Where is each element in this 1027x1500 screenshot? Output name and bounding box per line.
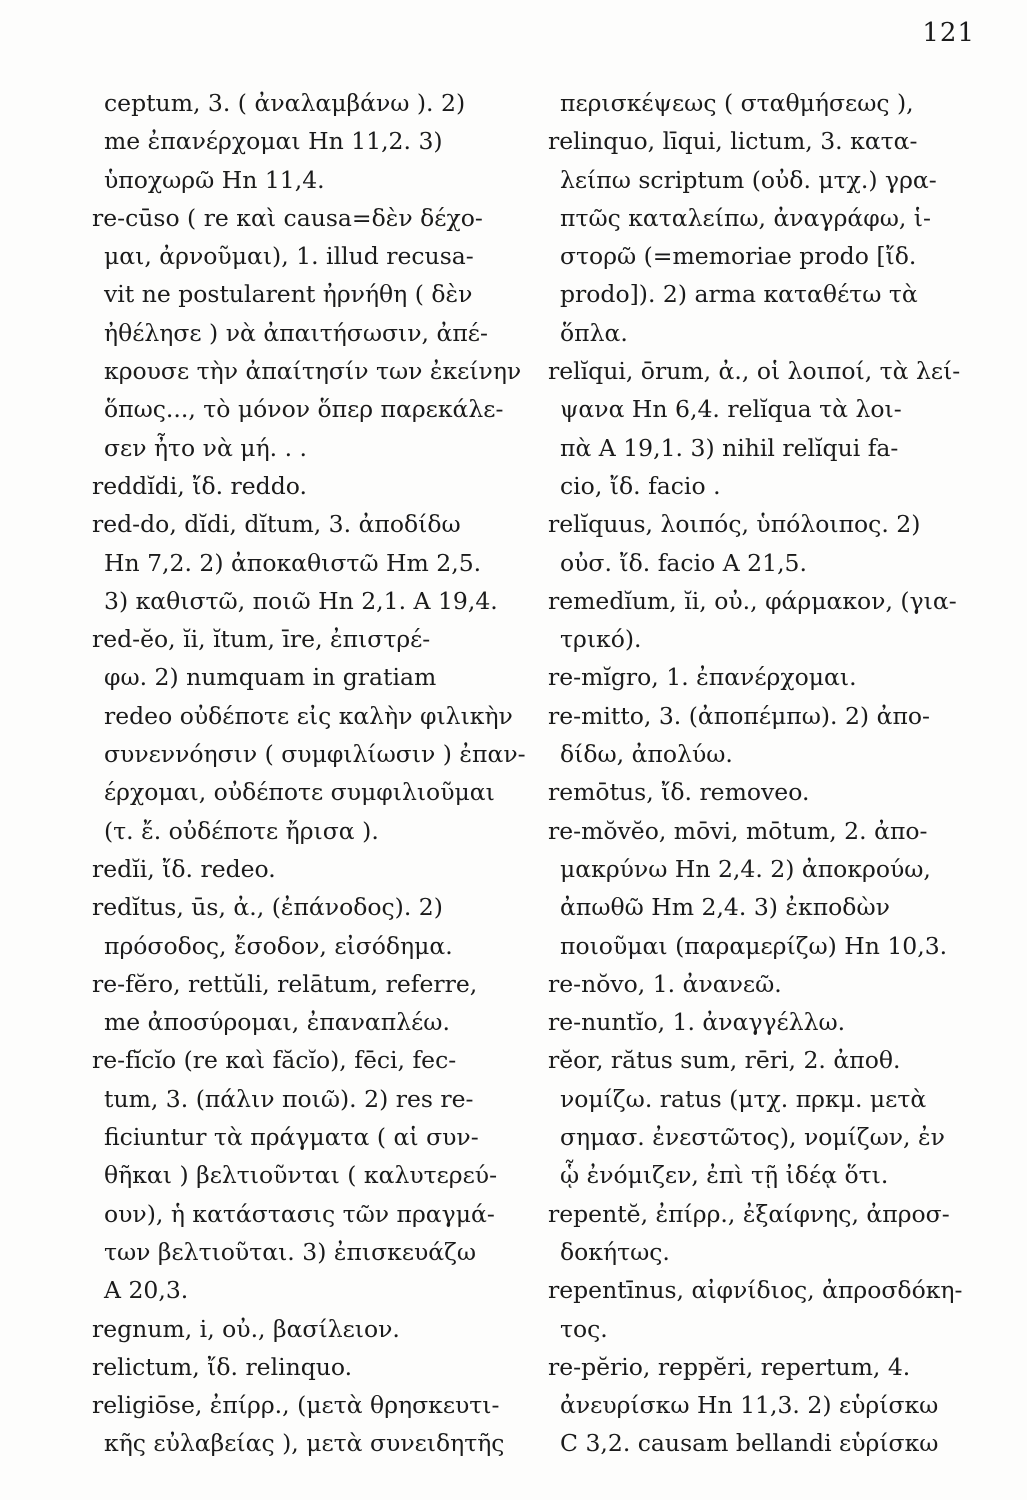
- entry-headword-line: rĕor, rătus sum, rēri, 2. ἀποθ.: [548, 1046, 901, 1075]
- entry-continuation-line: οὐσ. ἴδ. facio A 21,5.: [560, 548, 807, 577]
- entry-continuation-line: πρόσοδος, ἔσοδον, εἰσόδημα.: [104, 931, 453, 960]
- entry-continuation-line: δοκήτως.: [560, 1237, 670, 1266]
- entry-continuation-line: κρουσε τὴν ἀπαίτησίν των ἐκείνην: [104, 357, 522, 386]
- entry-continuation-line: κῆς εὐλαβείας ), μετὰ συνειδητῆς: [104, 1429, 505, 1458]
- entry-headword-line: re-nuntĭo, 1. ἀναγγέλλω.: [548, 1008, 846, 1037]
- entry-headword-line: religiōse, ἐπίρρ., (μετὰ θρησκευτι-: [92, 1391, 500, 1420]
- entry-headword-line: re-fĭcĭo (re καὶ făcĭo), fēci, fec-: [92, 1046, 457, 1075]
- entry-continuation-line: ὅπως..., τὸ μόνον ὅπερ παρεκάλε-: [104, 395, 504, 424]
- entry-headword-line: repentīnus, αἰφνίδιος, ἀπροσδόκη-: [548, 1276, 963, 1305]
- entry-continuation-line: ουν), ἡ κατάστασις τῶν πραγμά-: [104, 1199, 495, 1228]
- entry-headword-line: re-fĕro, rettŭli, relātum, referre,: [92, 969, 478, 998]
- entry-continuation-line: C 3,2. causam bellandi εὑρίσκω: [560, 1429, 939, 1458]
- entry-continuation-line: σημασ. ἐνεστῶτος), νομίζων, ἐν: [560, 1123, 945, 1152]
- entry-continuation-line: cio, ἴδ. facio .: [560, 471, 721, 500]
- entry-headword-line: reddĭdi, ἴδ. reddo.: [92, 471, 307, 500]
- entry-continuation-line: ἠθέλησε ) νὰ ἀπαιτήσωσιν, ἀπέ-: [104, 318, 488, 347]
- entry-continuation-line: A 20,3.: [104, 1276, 189, 1305]
- entry-continuation-line: νομίζω. ratus (μτχ. πρκμ. μετὰ: [560, 1084, 927, 1113]
- entry-continuation-line: θῆκαι ) βελτιοῦνται ( καλυτερεύ-: [104, 1161, 498, 1190]
- entry-continuation-line: 3) καθιστῶ, ποιῶ Hn 2,1. A 19,4.: [104, 586, 498, 615]
- entry-headword-line: red-ĕo, ĭi, ĭtum, īre, ἐπιστρέ-: [92, 625, 431, 654]
- entry-continuation-line: (τ. ἔ. οὐδέποτε ἤρισα ).: [104, 816, 379, 845]
- entry-headword-line: re-cūso ( re καὶ causa=δὲν δέχο-: [92, 203, 483, 232]
- entry-continuation-line: δίδω, ἀπολύω.: [560, 740, 733, 769]
- entry-continuation-line: τρικό).: [560, 625, 642, 654]
- entry-continuation-line: prodo]). 2) arma καταθέτω τὰ: [560, 280, 918, 309]
- entry-headword-line: relinquo, līqui, lictum, 3. κατα-: [548, 127, 918, 156]
- entry-headword-line: re-mitto, 3. (ἀποπέμπω). 2) ἀπο-: [548, 701, 930, 730]
- entry-continuation-line: μακρύνω Hn 2,4. 2) ἀποκρούω,: [560, 854, 931, 883]
- entry-headword-line: regnum, i, οὐ., βασίλειον.: [92, 1314, 400, 1343]
- entry-continuation-line: me ἐπανέρχομαι Hn 11,2. 3): [104, 127, 443, 156]
- entry-headword-line: relĭqui, ōrum, ἀ., οἱ λοιποί, τὰ λεί-: [548, 357, 961, 386]
- entry-continuation-line: συνεννόησιν ( συμφιλίωσιν ) ἐπαν-: [104, 740, 526, 769]
- entry-headword-line: repentĕ, ἐπίρρ., ἐξαίφνης, ἀπροσ-: [548, 1199, 950, 1228]
- entry-continuation-line: σεν ἦτο νὰ μή. . .: [104, 433, 307, 462]
- entry-continuation-line: ψανα Hn 6,4. relĭqua τὰ λοι-: [560, 395, 902, 424]
- entry-continuation-line: tum, 3. (πάλιν ποιῶ). 2) res re-: [104, 1084, 474, 1113]
- entry-continuation-line: Hn 7,2. 2) ἀποκαθιστῶ Hm 2,5.: [104, 548, 482, 577]
- entry-headword-line: relictum, ἴδ. relinquo.: [92, 1352, 353, 1381]
- page-number: 121: [922, 18, 975, 48]
- entry-continuation-line: φω. 2) numquam in gratiam: [104, 663, 437, 692]
- entry-continuation-line: στορῶ (=memoriae prodo [ἴδ.: [560, 242, 917, 271]
- entry-continuation-line: μαι, ἀρνοῦμαι), 1. illud recusa-: [104, 242, 474, 271]
- entry-continuation-line: me ἀποσύρομαι, ἐπαναπλέω.: [104, 1008, 450, 1037]
- entry-continuation-line: ποιοῦμαι (παραμερίζω) Hn 10,3.: [560, 931, 948, 960]
- left-column: [92, 84, 532, 1463]
- entry-continuation-line: πὰ A 19,1. 3) nihil relĭqui fa-: [560, 433, 899, 462]
- entry-continuation-line: vit ne postularent ἠρνήθη ( δὲν: [104, 280, 473, 309]
- entry-headword-line: relĭquus, λοιπός, ὑπόλοιπος. 2): [548, 510, 921, 539]
- right-column: [548, 84, 988, 1463]
- entry-continuation-line: ἀπωθῶ Hm 2,4. 3) ἐκποδὼν: [560, 893, 890, 922]
- entry-continuation-line: ἀνευρίσκω Hn 11,3. 2) εὑρίσκω: [560, 1391, 939, 1420]
- entry-continuation-line: έρχομαι, οὐδέποτε συμφιλιοῦμαι: [104, 778, 495, 807]
- entry-headword-line: re-mŏvĕo, mōvi, mōtum, 2. ἀπο-: [548, 816, 928, 845]
- entry-continuation-line: πτῶς καταλείπω, ἀναγράφω, ἱ-: [560, 203, 931, 232]
- entry-headword-line: remedĭum, ĭi, οὐ., φάρμακον, (για-: [548, 586, 957, 615]
- entry-headword-line: remōtus, ἴδ. removeo.: [548, 778, 810, 807]
- entry-continuation-line: των βελτιοῦται. 3) ἐπισκευάζω: [104, 1237, 477, 1266]
- entry-continuation-line: ὅπλα.: [560, 318, 628, 347]
- entry-headword-line: redĭtus, ūs, ἀ., (ἐπάνοδος). 2): [92, 893, 443, 922]
- entry-continuation-line: περισκέψεως ( σταθμήσεως ),: [560, 89, 914, 117]
- entry-continuation-line: ficiuntur τὰ πράγματα ( αἱ συν-: [104, 1123, 479, 1152]
- entry-continuation-line: λείπω scriptum (οὐδ. μτχ.) γρα-: [560, 165, 937, 194]
- entry-continuation-line: ὑποχωρῶ Hn 11,4.: [104, 165, 325, 194]
- entry-continuation-line: ᾧ ἐνόμιζεν, ἐπὶ τῇ ἰδέᾳ ὅτι.: [560, 1161, 889, 1190]
- entry-continuation-line: τος.: [560, 1314, 608, 1343]
- entry-headword-line: re-mĭgro, 1. ἐπανέρχομαι.: [548, 663, 857, 692]
- entry-headword-line: re-nŏvo, 1. ἀνανεῶ.: [548, 969, 782, 998]
- entry-continuation-line: redeo οὐδέποτε εἰς καλὴν φιλικὴν: [104, 701, 513, 730]
- entry-headword-line: re-pĕrio, reppĕri, repertum, 4.: [548, 1352, 911, 1381]
- entry-continuation-line: ceptum, 3. ( ἀναλαμβάνω ). 2): [104, 89, 466, 117]
- entry-headword-line: red-do, dĭdi, dĭtum, 3. ἀποδίδω: [92, 510, 461, 539]
- entry-headword-line: redĭi, ἴδ. redeo.: [92, 854, 276, 883]
